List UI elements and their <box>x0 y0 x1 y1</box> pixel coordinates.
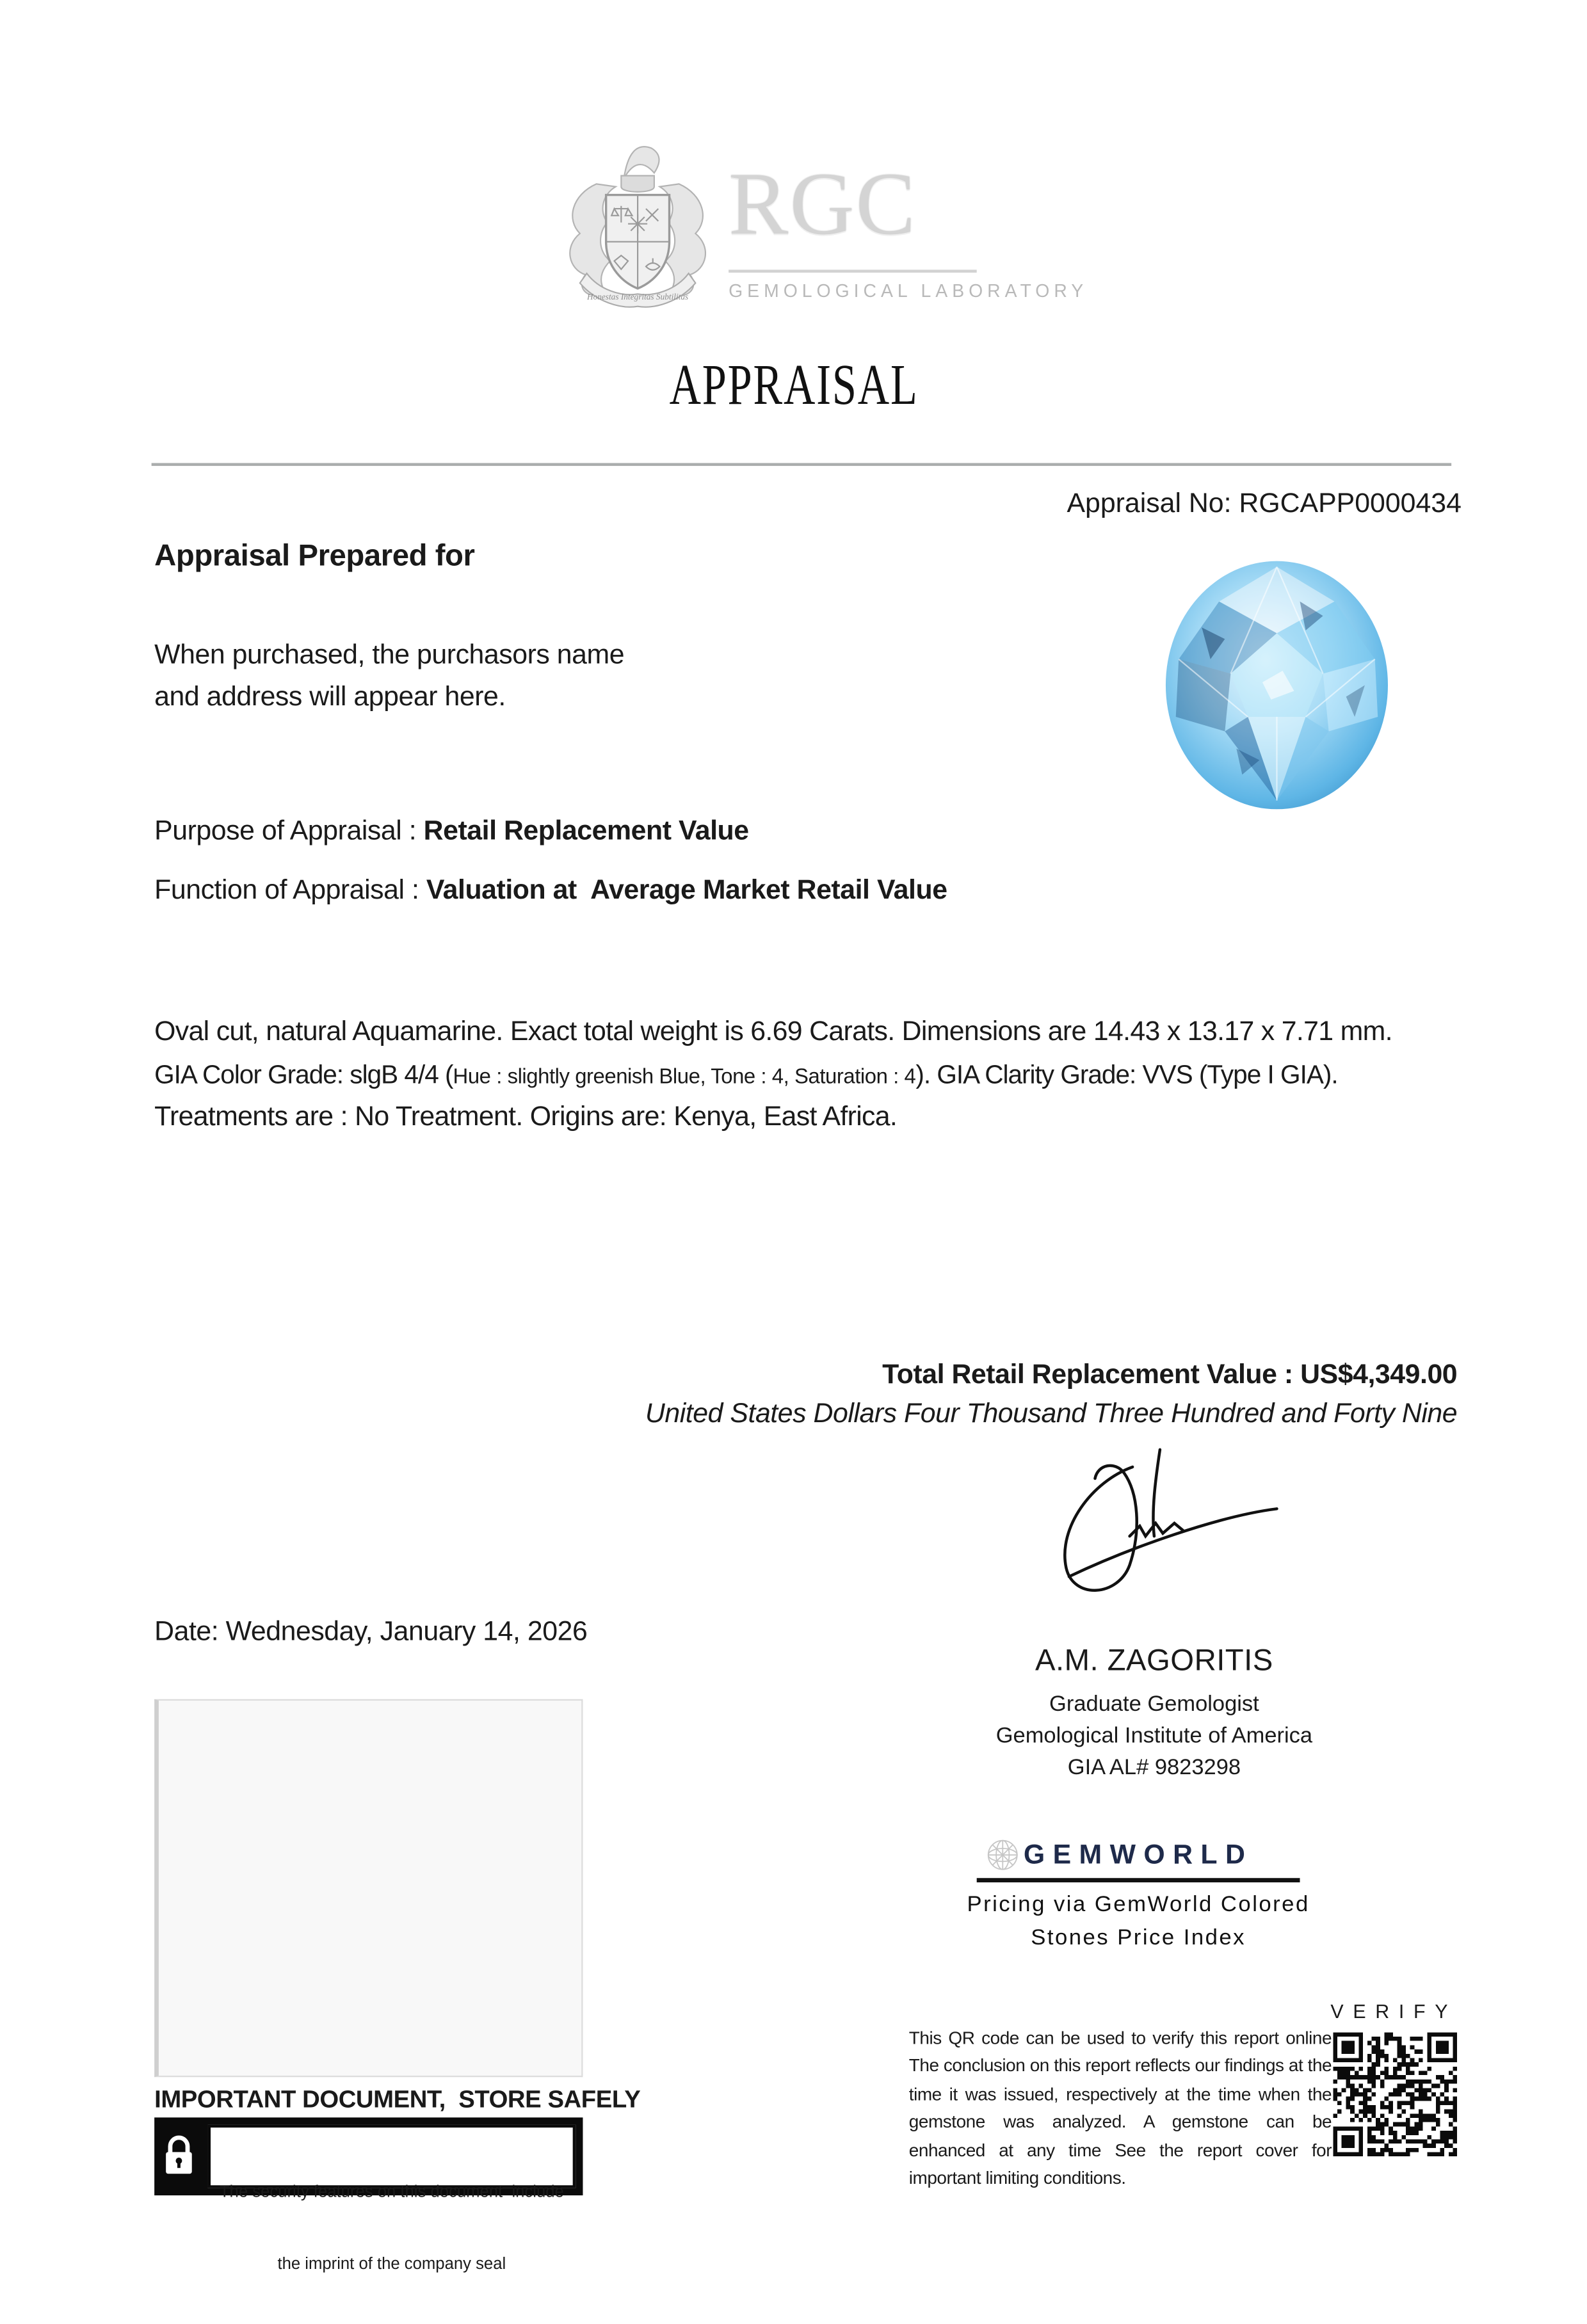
brand-tagline: GEMOLOGICAL LABORATORY <box>729 281 1088 302</box>
gemworld-logo <box>1024 1841 1253 1873</box>
signer-name: A.M. ZAGORITIS <box>1035 1644 1273 1678</box>
signer-license: GIA AL# 9823298 <box>1067 1755 1241 1780</box>
photo-placeholder-box <box>154 1699 583 2077</box>
signer-block <box>938 1644 1371 1784</box>
gemworld-attribution <box>921 1841 1357 1955</box>
appraisal-number: Appraisal No: RGCAPP0000434 <box>1067 488 1462 520</box>
prepared-for-line1: When purchased, the purchasors name <box>154 640 625 671</box>
verify-label: VERIFY <box>1330 2000 1458 2023</box>
prepared-for-heading: Appraisal Prepared for <box>154 539 475 573</box>
prepared-for-line2: and address will appear here. <box>154 681 506 712</box>
security-note-line1: The security features on this document include <box>219 2184 564 2202</box>
important-notice: IMPORTANT DOCUMENT, STORE SAFELY <box>154 2085 641 2113</box>
rgc-logo <box>552 137 1088 321</box>
description-line2-pre: GIA Color Grade: slgB 4/4 ( <box>154 1059 453 1089</box>
description-line2-detail: Hue : slightly greenish Blue, Tone : 4, Saturation : 4 <box>453 1065 916 1089</box>
header-divider <box>152 463 1452 466</box>
aquamarine-gem-image <box>1161 558 1392 813</box>
gem-description <box>154 1013 1481 1139</box>
pricing-note-line1: Pricing via GemWorld Colored <box>967 1892 1310 1918</box>
brand-block <box>729 137 1088 302</box>
security-banner <box>154 2117 583 2273</box>
gemworld-underline <box>977 1878 1300 1882</box>
verify-text: This QR code can be used to verify this report online The conclusion on this report reflects our findings at the time it was issued, respectively at the time when the gemstone was analyzed. A gemstone can be enhanced at any time See the report cover for important limiting conditions. <box>908 2028 1332 2188</box>
date-line: Date: Wednesday, January 14, 2026 <box>154 1617 588 1647</box>
purpose-label: Purpose of Appraisal : <box>154 816 424 847</box>
security-note <box>208 2125 576 2273</box>
brand-name: RGC <box>729 156 917 254</box>
valuation-in-words: United States Dollars Four Thousand Three Hundred and Forty Nine <box>645 1399 1458 1430</box>
function-label: Function of Appraisal : <box>154 875 426 906</box>
function-value: Valuation at Average Market Retail Value <box>426 875 947 906</box>
description-line2-post: ). GIA Clarity Grade: VVS (Type I GIA). <box>915 1059 1338 1089</box>
signature-image <box>1029 1446 1317 1608</box>
signer-institute: Gemological Institute of America <box>995 1724 1313 1749</box>
signer-title: Graduate Gemologist <box>1049 1692 1259 1717</box>
purpose-value: Retail Replacement Value <box>423 816 749 847</box>
function-line <box>154 876 947 908</box>
qr-code <box>1333 2032 1457 2156</box>
description-line-2 <box>154 1054 1481 1098</box>
description-line-1: Oval cut, natural Aquamarine. Exact total weight is 6.69 Carats. Dimensions are 14.43 x 13.17 x 7.71 mm. <box>154 1016 1392 1048</box>
prepared-for-note <box>154 636 624 718</box>
page-title-text: APPRAISAL <box>668 353 918 418</box>
lock-icon <box>163 2133 195 2179</box>
security-note-line2: the imprint of the company seal <box>277 2255 506 2273</box>
valuation-total: Total Retail Replacement Value : US$4,349.00 <box>882 1360 1458 1391</box>
crest-motto: Honestas Integritas Subtilitas <box>586 291 689 301</box>
globe-icon <box>986 1838 1020 1872</box>
page-title <box>0 355 1587 417</box>
gemworld-brand-text: GEMWORLD <box>1023 1840 1253 1871</box>
purpose-line <box>154 817 748 849</box>
description-line-3: Treatments are : No Treatment. Origins are: Kenya, East Africa. <box>154 1102 898 1133</box>
pricing-note-line2: Stones Price Index <box>1031 1925 1246 1950</box>
heraldic-crest-icon <box>552 140 723 319</box>
